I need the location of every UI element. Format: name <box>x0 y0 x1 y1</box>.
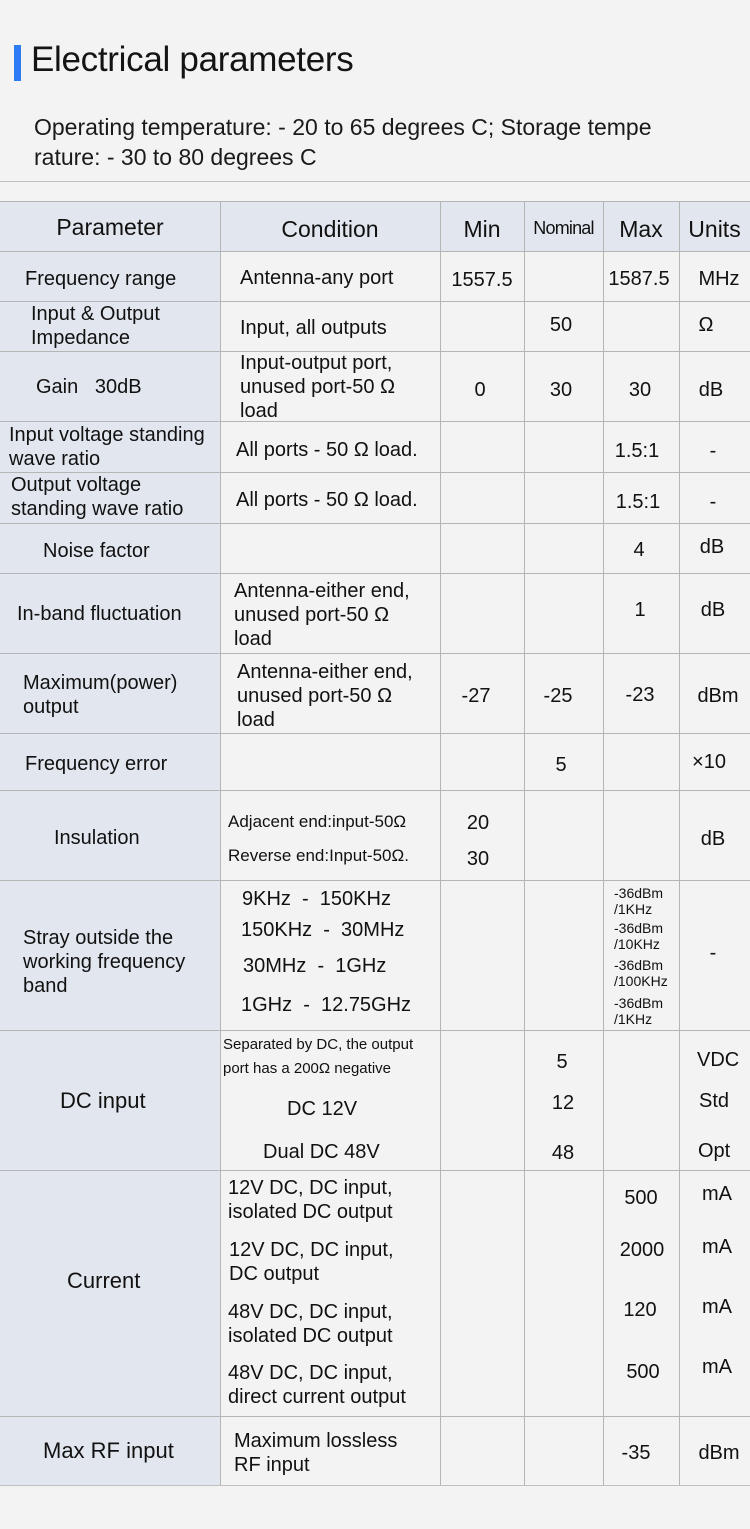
max-output-param-line2: output <box>23 696 79 718</box>
gain-nominal: 30 <box>549 379 573 401</box>
input-vswr-param-line1: Input voltage standing <box>9 424 205 446</box>
noise-factor-max: 4 <box>633 539 645 561</box>
stray-limit-4-bandwidth: /1KHz <box>614 1011 653 1027</box>
max-output-param-line1: Maximum(power) <box>23 672 178 694</box>
row-divider <box>0 1170 750 1171</box>
insulation-condition-adjacent: Adjacent end:input-50Ω <box>228 812 407 831</box>
row-divider <box>0 523 750 524</box>
current-condition-1-line1: 12V DC, DC input, <box>228 1177 393 1199</box>
stray-param-line2: working frequency <box>23 951 186 973</box>
header-max: Max <box>619 216 663 242</box>
in-band-fluctuation-units: dB <box>700 599 726 621</box>
dc-input-condition-12v: DC 12V <box>287 1098 358 1120</box>
row-divider <box>0 880 750 881</box>
frequency-error-param: Frequency error <box>25 753 168 775</box>
header-condition: Condition <box>281 216 379 242</box>
temperature-note-line1: Operating temperature: - 20 to 65 degrees C; Storage tempe <box>34 114 652 140</box>
insulation-min-reverse: 30 <box>466 848 490 870</box>
row-divider <box>0 1416 750 1417</box>
stray-param-line3: band <box>23 975 68 997</box>
stray-range-2: 150KHz - 30MHz <box>241 919 405 941</box>
gain-min: 0 <box>474 379 486 401</box>
in-band-fluctuation-condition-line2: unused port-50 Ω <box>234 604 390 626</box>
temperature-note <box>34 112 734 172</box>
max-rf-input-param: Max RF input <box>43 1438 174 1463</box>
max-rf-input-condition-line2: RF input <box>234 1454 310 1476</box>
header-parameter: Parameter <box>56 214 164 240</box>
current-unit-1: mA <box>702 1183 732 1205</box>
max-rf-input-units: dBm <box>698 1442 740 1464</box>
current-condition-2-line1: 12V DC, DC input, <box>229 1239 394 1261</box>
max-rf-input-max: -35 <box>621 1442 651 1464</box>
frequency-range-units: MHz <box>698 268 740 290</box>
gain-units: dB <box>698 379 724 401</box>
input-vswr-condition: All ports - 50 Ω load. <box>236 439 418 461</box>
output-vswr-units: - <box>709 491 717 513</box>
row-divider <box>0 251 750 252</box>
stray-limit-4-value: -36dBm <box>614 995 664 1011</box>
dc-input-condition-note-line2: port has a 200Ω negative <box>223 1060 391 1077</box>
output-vswr-param-line2: standing wave ratio <box>11 498 184 520</box>
dc-input-nominal-3: 48 <box>551 1142 575 1164</box>
stray-limit-2-bandwidth: /10KHz <box>614 936 660 952</box>
row-divider <box>0 733 750 734</box>
parameters-table <box>0 201 750 1486</box>
output-vswr-param-line1: Output voltage <box>11 474 142 496</box>
table-bottom-border <box>0 1485 750 1486</box>
stray-param-line1: Stray outside the <box>23 927 174 949</box>
current-condition-4-line2: direct current output <box>228 1386 406 1408</box>
page-title: Electrical parameters <box>31 40 354 79</box>
impedance-condition: Input, all outputs <box>240 317 387 339</box>
current-condition-3-line2: isolated DC output <box>228 1325 393 1347</box>
header-units: Units <box>688 216 741 242</box>
stray-limit-1-bandwidth: /1KHz <box>614 901 653 917</box>
row-divider <box>0 653 750 654</box>
frequency-error-units: ×10 <box>692 751 726 773</box>
dc-input-condition-48v: Dual DC 48V <box>263 1141 380 1163</box>
max-output-units: dBm <box>697 685 739 707</box>
max-output-min: -27 <box>461 685 491 707</box>
max-output-condition-line3: load <box>237 709 275 731</box>
dc-input-unit-2: Std <box>699 1090 730 1112</box>
current-max-1: 500 <box>624 1187 658 1209</box>
row-divider <box>0 790 750 791</box>
insulation-units: dB <box>700 828 726 850</box>
noise-factor-units: dB <box>699 536 725 558</box>
stray-limit-2-value: -36dBm <box>614 920 664 936</box>
current-max-4: 500 <box>626 1361 660 1383</box>
stray-range-1: 9KHz - 150KHz <box>242 888 391 910</box>
gain-condition-line3: load <box>240 400 278 422</box>
dc-input-nominal-2: 12 <box>551 1092 575 1114</box>
title-accent-bar <box>14 45 21 81</box>
dc-input-param: DC input <box>60 1088 146 1113</box>
row-divider <box>0 1030 750 1031</box>
insulation-condition-reverse: Reverse end:Input-50Ω. <box>228 846 409 865</box>
noise-factor-param: Noise factor <box>43 540 150 562</box>
frequency-range-condition: Antenna-any port <box>240 267 394 289</box>
max-output-nominal: -25 <box>543 685 573 707</box>
gain-condition-line2: unused port-50 Ω <box>240 376 396 398</box>
in-band-fluctuation-max: 1 <box>634 599 646 621</box>
row-divider <box>0 421 750 422</box>
impedance-param-line2: Impedance <box>31 327 130 349</box>
insulation-param: Insulation <box>54 827 140 849</box>
stray-limit-1-value: -36dBm <box>614 885 664 901</box>
input-vswr-units: - <box>709 440 717 462</box>
header-min: Min <box>463 216 501 242</box>
divider <box>0 181 750 182</box>
column-divider <box>220 201 221 1486</box>
stray-limit-3-value: -36dBm <box>614 957 664 973</box>
stray-range-3: 30MHz - 1GHz <box>243 955 387 977</box>
max-rf-input-condition-line1: Maximum lossless <box>234 1430 398 1452</box>
stray-limit-3-bandwidth: /100KHz <box>614 973 668 989</box>
stray-range-4: 1GHz - 12.75GHz <box>241 994 412 1016</box>
header-nominal: Nominal <box>533 218 594 238</box>
in-band-fluctuation-param: In-band fluctuation <box>17 603 182 625</box>
current-param: Current <box>67 1268 141 1293</box>
frequency-error-nominal: 5 <box>555 754 567 776</box>
current-unit-2: mA <box>702 1236 732 1258</box>
current-condition-3-line1: 48V DC, DC input, <box>228 1301 393 1323</box>
row-divider <box>0 201 750 202</box>
current-unit-4: mA <box>702 1356 732 1378</box>
max-output-condition-line1: Antenna-either end, <box>237 661 413 683</box>
impedance-nominal: 50 <box>549 314 573 336</box>
gain-max: 30 <box>628 379 652 401</box>
current-condition-1-line2: isolated DC output <box>228 1201 393 1223</box>
row-divider <box>0 573 750 574</box>
current-condition-2-line2: DC output <box>229 1263 320 1285</box>
current-max-3: 120 <box>623 1299 657 1321</box>
impedance-param-line1: Input & Output <box>31 303 160 325</box>
output-vswr-max: 1.5:1 <box>615 491 661 513</box>
current-unit-3: mA <box>702 1296 732 1318</box>
in-band-fluctuation-condition-line3: load <box>234 628 272 650</box>
stray-units: - <box>709 942 717 964</box>
max-output-max: -23 <box>625 684 655 706</box>
input-vswr-max: 1.5:1 <box>614 440 660 462</box>
output-vswr-condition: All ports - 50 Ω load. <box>236 489 418 511</box>
dc-input-unit-1: VDC <box>697 1049 740 1071</box>
gain-condition-line1: Input-output port, <box>240 352 393 374</box>
gain-param: Gain 30dB <box>36 376 142 398</box>
input-vswr-param-line2: wave ratio <box>9 448 101 470</box>
max-output-condition-line2: unused port-50 Ω <box>237 685 393 707</box>
impedance-units: Ω <box>698 314 714 336</box>
dc-input-nominal-1: 5 <box>556 1051 568 1073</box>
frequency-range-max: 1587.5 <box>608 268 670 290</box>
dc-input-unit-3: Opt <box>698 1140 731 1162</box>
dc-input-condition-note-line1: Separated by DC, the output <box>223 1036 414 1053</box>
current-condition-4-line1: 48V DC, DC input, <box>228 1362 393 1384</box>
frequency-range-param: Frequency range <box>25 268 177 290</box>
temperature-note-line2: rature: - 30 to 80 degrees C <box>34 144 317 170</box>
frequency-range-min: 1557.5 <box>451 269 513 291</box>
current-max-2: 2000 <box>619 1239 665 1261</box>
insulation-min-adjacent: 20 <box>466 812 490 834</box>
in-band-fluctuation-condition-line1: Antenna-either end, <box>234 580 410 602</box>
